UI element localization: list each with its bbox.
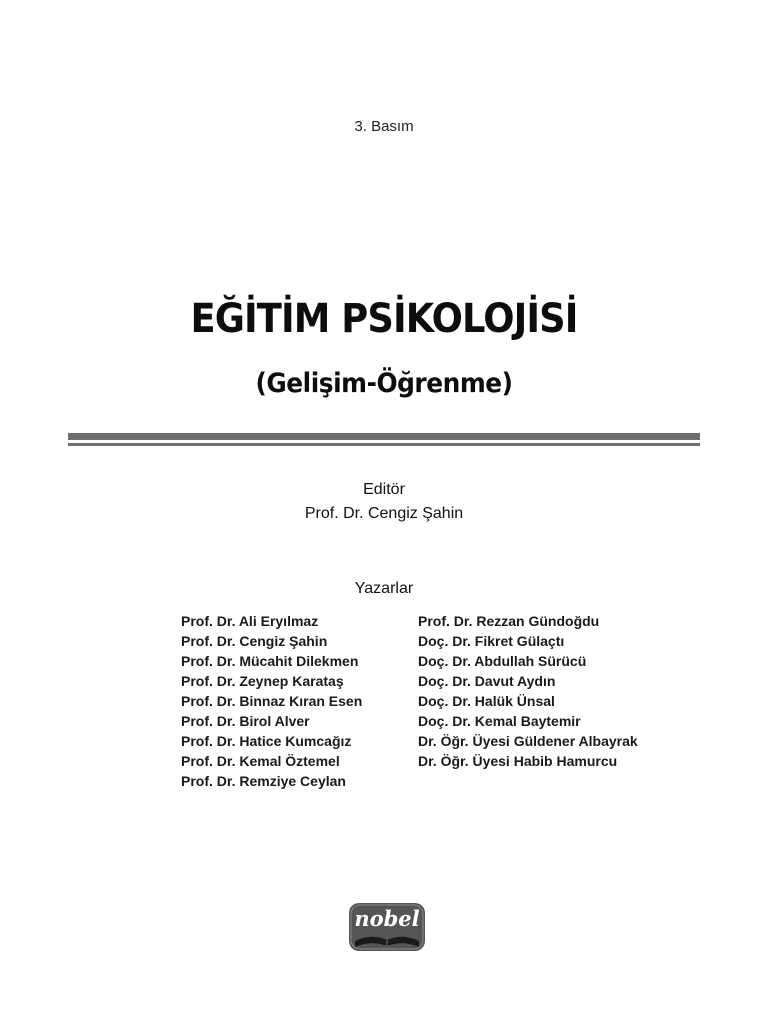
author-item: Prof. Dr. Birol Alver [181, 713, 310, 729]
author-item: Prof. Dr. Zeynep Karataş [181, 673, 344, 689]
book-subtitle: (Gelişim-Öğrenme) [255, 368, 513, 399]
author-item: Prof. Dr. Remziye Ceylan [181, 773, 346, 789]
edition-label: 3. Basım [354, 118, 414, 135]
authors-list-left [181, 611, 362, 791]
author-item: Prof. Dr. Mücahit Dilekmen [181, 653, 359, 669]
authors-list-right [418, 611, 638, 771]
author-item: Prof. Dr. Binnaz Kıran Esen [181, 693, 363, 709]
editor-label: Editör [363, 481, 405, 498]
author-item: Prof. Dr. Ali Eryılmaz [181, 613, 319, 629]
authors-label: Yazarlar [354, 580, 414, 597]
divider-thick [68, 433, 700, 440]
author-item: Doç. Dr. Davut Aydın [418, 673, 556, 689]
book-title: EĞİTİM PSİKOLOJİSİ [190, 296, 578, 342]
author-item: Prof. Dr. Cengiz Şahin [181, 633, 328, 649]
author-item: Prof. Dr. Rezzan Gündoğdu [418, 613, 600, 629]
author-item: Doç. Dr. Halük Ünsal [418, 693, 555, 709]
author-item: Prof. Dr. Hatice Kumcağız [181, 733, 352, 749]
editor-name: Prof. Dr. Cengiz Şahin [304, 505, 464, 522]
publisher-logo-text: nobel [354, 906, 420, 931]
author-item: Dr. Öğr. Üyesi Habib Hamurcu [418, 753, 618, 769]
author-item: Doç. Dr. Fikret Gülaçtı [418, 633, 565, 649]
author-item: Dr. Öğr. Üyesi Güldener Albayrak [418, 733, 638, 749]
divider-thin [68, 443, 700, 446]
author-item: Prof. Dr. Kemal Öztemel [181, 753, 340, 769]
author-item: Doç. Dr. Abdullah Sürücü [418, 653, 587, 669]
publisher-logo [349, 903, 425, 951]
author-item: Doç. Dr. Kemal Baytemir [418, 713, 581, 729]
